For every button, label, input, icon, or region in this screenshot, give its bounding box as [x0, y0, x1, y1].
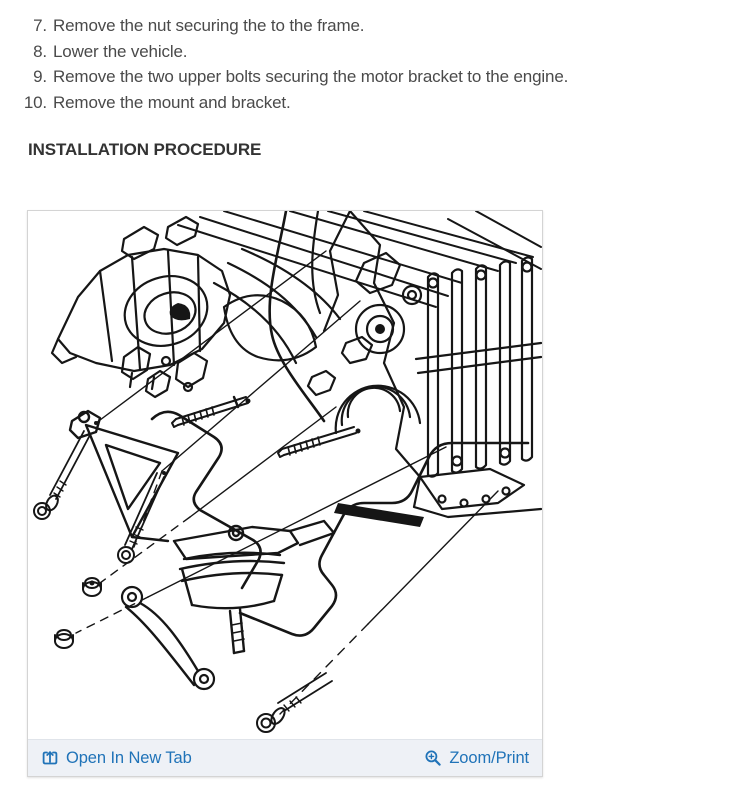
open-in-new-tab-label: Open In New Tab: [66, 748, 192, 767]
step-number: 8.: [33, 41, 47, 61]
step-text: Remove the two upper bolts securing the motor bracket to the engine.: [53, 67, 569, 87]
step-number: 9.: [33, 67, 47, 87]
open-in-new-tab-icon: [41, 749, 59, 767]
diagram-panel: [27, 210, 543, 777]
procedure-step: [0, 64, 735, 90]
engine-mount-diagram-art: [28, 211, 542, 739]
procedure-step: [0, 39, 735, 65]
step-text: Lower the vehicle.: [53, 41, 188, 61]
diagram-toolbar: [28, 739, 542, 776]
engine-mount-diagram: [28, 211, 542, 739]
zoom-print-label: Zoom/Print: [449, 748, 529, 767]
zoom-icon: [424, 749, 442, 767]
step-number: 7.: [33, 16, 47, 35]
step-number: 10.: [23, 92, 47, 112]
step-text: Remove the mount and bracket.: [53, 92, 291, 112]
section-heading: INSTALLATION PROCEDURE: [28, 140, 262, 159]
zoom-print-link[interactable]: [424, 749, 529, 768]
procedure-steps: [0, 0, 735, 115]
step-text: Remove the nut securing the to the frame.: [53, 16, 365, 35]
procedure-step: [0, 13, 735, 39]
open-in-new-tab-link[interactable]: [41, 749, 192, 768]
procedure-step: [0, 90, 735, 116]
